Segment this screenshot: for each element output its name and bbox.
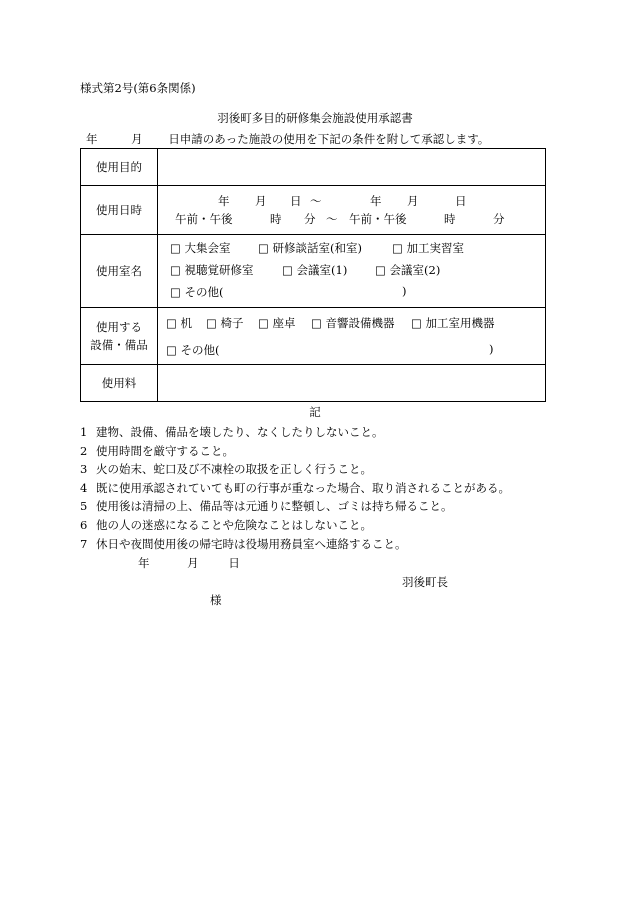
datetime-label: 使用日時 (81, 186, 158, 235)
issuer-name: 羽後町長 (402, 575, 448, 589)
tilde-date: ～ (310, 194, 322, 208)
room-option-meeting-room-2[interactable]: □ 会議室(2) (375, 263, 441, 277)
end-year: 年 (370, 194, 382, 208)
equip-option-low-table[interactable]: □ 座卓 (258, 316, 296, 330)
rooms-field (158, 235, 546, 308)
tilde-time: ～ (326, 212, 338, 226)
end-ampm: 午前・午後 (349, 212, 407, 226)
rule-item: 4 既に使用承認されていても町の行事が重なった場合、取り消されることがある。 (80, 480, 510, 495)
equipment-label-line1: 使用する (96, 320, 142, 334)
end-day: 日 (455, 194, 467, 208)
equip-other-close-paren: ) (489, 342, 494, 356)
approval-date (130, 555, 240, 571)
rule-item: 3 火の始末、蛇口及び不凍栓の取扱を正しく行うこと。 (80, 462, 372, 477)
start-year: 年 (218, 194, 230, 208)
intro-text: 日申請のあった施設の使用を下記の条件を附して承認します。 (168, 132, 490, 146)
rooms-label: 使用室名 (81, 235, 158, 308)
equip-option-other[interactable]: □ その他( (166, 343, 220, 357)
purpose-label: 使用目的 (81, 149, 158, 186)
rule-item: 2 使用時間を厳守すること。 (80, 443, 234, 458)
end-hour: 時 (444, 212, 456, 226)
rule-item: 1 建物、設備、備品を壊したり、なくしたりしないこと。 (80, 425, 384, 439)
recipient-honorific: 様 (210, 593, 222, 607)
rule-item: 5 使用後は清掃の上、備品等は元通りに整頓し、ゴミは持ち帰ること。 (80, 499, 453, 514)
equip-option-audio[interactable]: □ 音響設備機器 (311, 316, 395, 330)
document-title: 羽後町多目的研修集会施設使用承認書 (217, 111, 413, 125)
row-rooms (81, 235, 546, 308)
row-fee (81, 365, 546, 402)
intro-month: 月 (131, 132, 143, 146)
start-month: 月 (255, 194, 267, 208)
start-hour: 時 (270, 212, 282, 226)
room-option-great-hall[interactable]: □ 大集会室 (170, 241, 231, 255)
end-minute: 分 (493, 212, 505, 226)
intro-year: 年 (86, 132, 98, 146)
datetime-field[interactable] (158, 186, 546, 235)
room-option-meeting-room-1[interactable]: □ 会議室(1) (282, 263, 348, 277)
start-ampm: 午前・午後 (175, 212, 233, 226)
notes-heading: 記 (309, 405, 321, 419)
approval-month: 月 (187, 556, 199, 570)
equip-option-processing[interactable]: □ 加工室用機器 (411, 316, 495, 330)
approval-year: 年 (138, 556, 150, 570)
approval-day: 日 (228, 556, 240, 570)
rule-item: 7 休日や夜間使用後の帰宅時は役場用務員室へ連絡すること。 (80, 536, 407, 551)
room-option-processing-room[interactable]: □ 加工実習室 (392, 241, 465, 255)
form-number: 様式第2号(第6条関係) (80, 81, 196, 95)
fee-field[interactable] (158, 365, 546, 402)
application-table (80, 148, 546, 402)
rules-list (80, 423, 510, 553)
row-equipment (81, 308, 546, 365)
room-option-study-lounge[interactable]: □ 研修談話室(和室) (258, 241, 362, 255)
start-minute: 分 (304, 212, 316, 226)
end-month: 月 (407, 194, 419, 208)
equip-option-desk[interactable]: □ 机 (166, 316, 193, 330)
room-other-close-paren: ) (402, 284, 407, 298)
row-purpose (81, 149, 546, 186)
equipment-label (81, 308, 158, 365)
equipment-field (158, 308, 546, 365)
room-option-av-room[interactable]: □ 視聴覚研修室 (170, 263, 254, 277)
intro-sentence (80, 131, 489, 147)
row-datetime (81, 186, 546, 235)
room-option-other[interactable]: □ その他( (170, 285, 224, 299)
rule-item: 6 他の人の迷惑になることや危険なことはしないこと。 (80, 517, 372, 532)
equipment-label-line2: 設備・備品 (90, 338, 148, 352)
fee-label: 使用料 (81, 365, 158, 402)
start-day: 日 (290, 194, 302, 208)
equip-option-chair[interactable]: □ 椅子 (206, 316, 244, 330)
purpose-field[interactable] (158, 149, 546, 186)
